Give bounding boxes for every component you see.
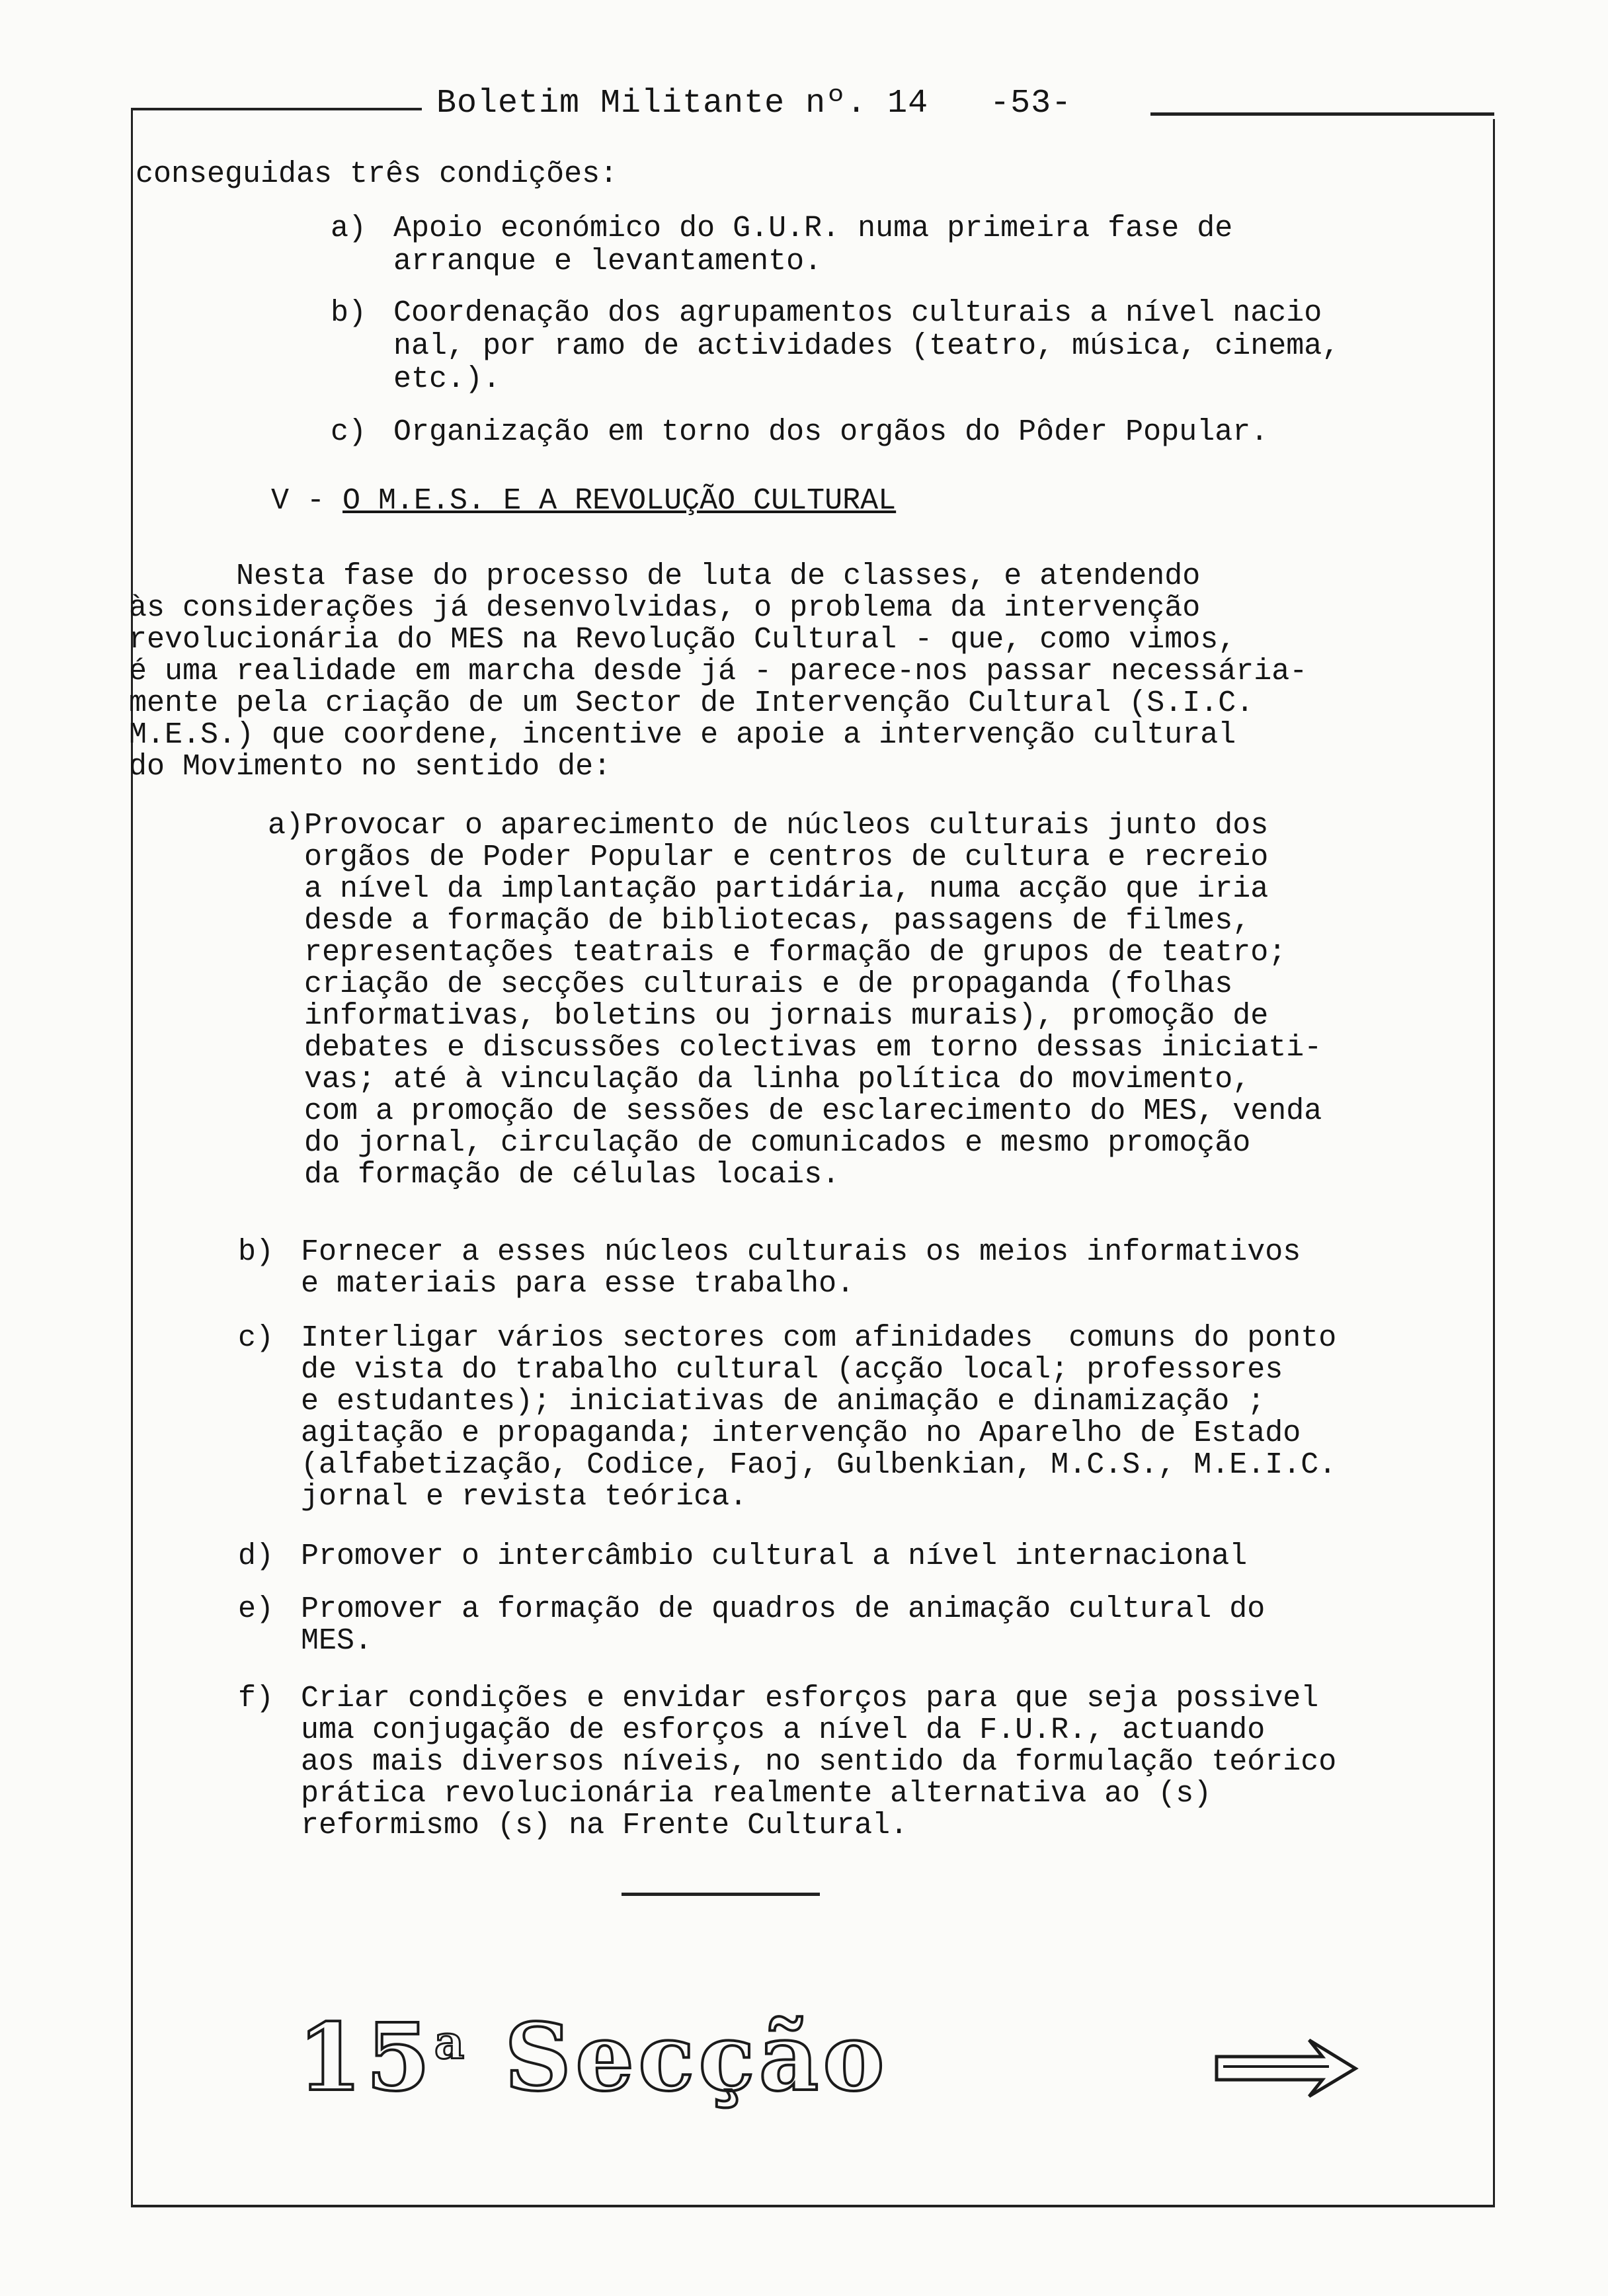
section-stamp (298, 2004, 889, 2112)
item-label: c) (238, 1321, 274, 1355)
item-label: d) (238, 1539, 274, 1573)
item-label: f) (238, 1682, 274, 1715)
paragraph-line: revolucionária do MES na Revolução Cultural - que, como vimos, (129, 623, 1236, 657)
item-line: Fornecer a esses núcleos culturais os meios informativos (301, 1235, 1301, 1269)
page-header (436, 85, 1072, 122)
section-separator (622, 1893, 820, 1896)
item-line: desde a formação de bibliotecas, passagens de filmes, (304, 904, 1251, 938)
item-line: com a promoção de sessões de esclarecimento do MES, venda (304, 1094, 1322, 1128)
item-line: Criar condições e envidar esforços para que seja possivel (301, 1682, 1319, 1715)
paragraph-line: mente pela criação de um Sector de Intervenção Cultural (S.I.C. (129, 686, 1254, 720)
item-line: informativas, boletins ou jornais murais), promoção de (304, 999, 1269, 1033)
item-line: reformismo (s) na Frente Cultural. (301, 1809, 908, 1842)
intro-paragraph (129, 561, 1307, 783)
item-line: prática revolucionária realmente alternativa ao (s) (301, 1777, 1212, 1811)
condition-line: arranque e levantamento. (393, 245, 823, 278)
frame-top-right-rule (1150, 112, 1494, 116)
item-line: criação de secções culturais e de propaganda (folhas (304, 967, 1233, 1001)
item-label: a) (268, 809, 304, 842)
stamp-ordinal: a (434, 2014, 469, 2070)
section-title: O M.E.S. E A REVOLUÇÃO CULTURAL (342, 484, 897, 518)
item-line: de vista do trabalho cultural (acção local; professores (301, 1353, 1283, 1387)
item-line: jornal e revista teórica. (301, 1480, 748, 1514)
item-line: aos mais diversos níveis, no sentido da formulação teórico (301, 1745, 1337, 1779)
item-line: vas; até à vinculação da linha política do movimento, (304, 1063, 1251, 1096)
frame-bottom-rule (131, 2205, 1495, 2207)
condition-label: a) (331, 212, 367, 245)
item-line: agitação e propaganda; intervenção no Aparelho de Estado (301, 1416, 1301, 1450)
item-line: e estudantes); iniciativas de animação e dinamização ; (301, 1385, 1266, 1418)
paragraph-line: do Movimento no sentido de: (129, 750, 612, 784)
condition-line: Coordenação dos agrupamentos culturais a nível nacio (393, 296, 1322, 330)
item-line: (alfabetização, Codice, Faoj, Gulbenkian, M.C.S., M.E.I.C. (301, 1448, 1337, 1482)
item-line: da formação de células locais. (304, 1158, 840, 1192)
frame-left-rule (131, 109, 133, 2205)
condition-line: Apoio económico do G.U.R. numa primeira fase de (393, 212, 1233, 245)
frame-right-rule (1493, 119, 1495, 2205)
paragraph-line: é uma realidade em marcha desde já - parece-nos passar necessária- (129, 655, 1308, 688)
frame-top-left-rule (131, 108, 422, 110)
item-line: MES. (301, 1624, 373, 1658)
bulletin-title: Boletim Militante nº. 14 (436, 85, 929, 122)
item-label: b) (238, 1235, 274, 1269)
item-line: Promover a formação de quadros de animação cultural do (301, 1592, 1266, 1626)
section-number: V - (271, 484, 325, 518)
intro-line: conseguidas três condições: (136, 157, 618, 191)
item-line: uma conjugação de esforços a nível da F.U.R., actuando (301, 1713, 1266, 1747)
condition-line: etc.). (393, 362, 501, 396)
condition-label: b) (331, 296, 367, 330)
item-line: Interligar vários sectores com afinidades comuns do ponto (301, 1321, 1337, 1355)
section-heading (271, 484, 896, 518)
condition-label: c) (331, 415, 367, 449)
item-line: do jornal, circulação de comunicados e mesmo promoção (304, 1126, 1251, 1160)
paragraph-line: às considerações já desenvolvidas, o problema da intervenção (129, 591, 1201, 625)
paragraph-line: M.E.S.) que coordene, incentive e apoie a intervenção cultural (129, 718, 1236, 752)
paragraph-line: Nesta fase do processo de luta de classes, e atendendo (129, 559, 1201, 593)
stamp-word: Secção (504, 2004, 889, 2112)
item-line: representações teatrais e formação de grupos de teatro; (304, 936, 1287, 969)
item-line: a nível da implantação partidária, numa acção que iria (304, 872, 1269, 906)
arrow-right-icon (1210, 2030, 1362, 2103)
condition-line: Organização em torno dos orgãos do Pôder Popular. (393, 415, 1269, 449)
item-line: Provocar o aparecimento de núcleos culturais junto dos (304, 809, 1269, 842)
condition-line: nal, por ramo de actividades (teatro, música, cinema, (393, 329, 1340, 363)
item-line: orgãos de Poder Popular e centros de cultura e recreio (304, 840, 1269, 874)
page-number: -53- (990, 85, 1072, 122)
item-line: e materiais para esse trabalho. (301, 1267, 855, 1301)
item-label: e) (238, 1592, 274, 1626)
item-line: debates e discussões colectivas em torno dessas iniciati- (304, 1031, 1322, 1065)
item-line: Promover o intercâmbio cultural a nível internacional (301, 1539, 1248, 1573)
stamp-number: 15 (298, 2004, 434, 2112)
